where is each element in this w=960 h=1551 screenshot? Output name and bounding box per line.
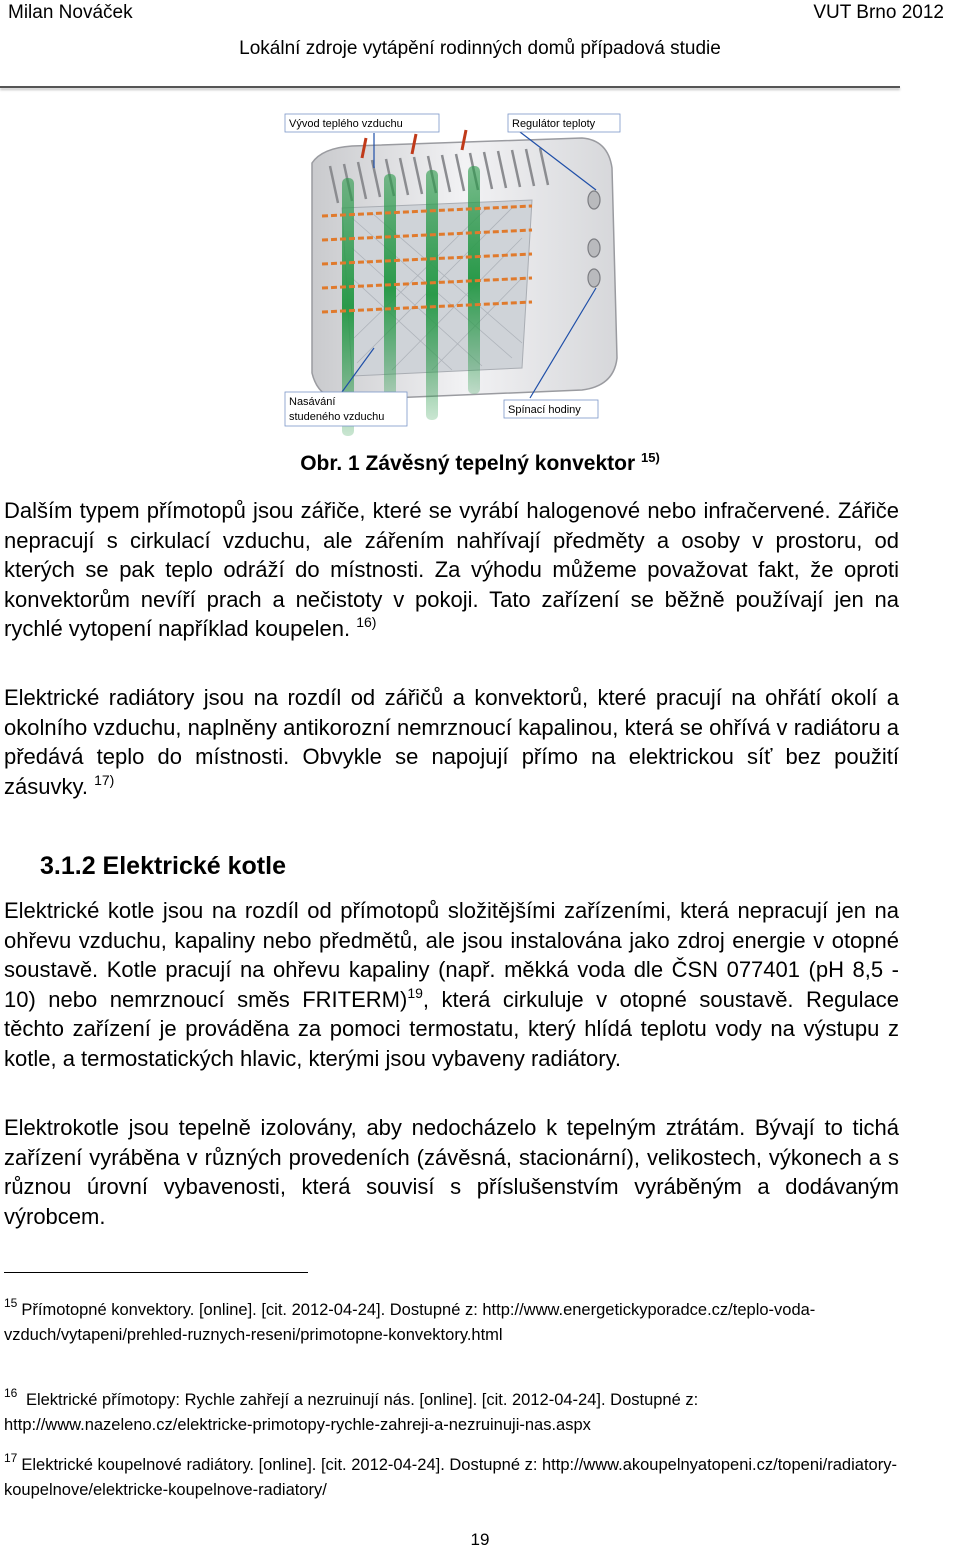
para1-text: Dalším typem přímotopů jsou zářiče, které se vyrábí halogenové nebo infračervené. Zářiče nepracují s cirkulací vzduchu, ale zářením nahřívají předměty a osoby v prostoru, od kterých se pak teplo odráží do místnosti. Za výhodu můžeme považovat fakt, že oproti konvektorům nevíří prach a nečistoty v pokoji. Tato zařízení se běžně používají jen na rychlé vytopení například koupelen. bbox=[4, 498, 899, 641]
footnote-17-text: Elektrické koupelnové radiátory. [online]. [cit. 2012-04-24]. Dostupné z: http://www.akoupelnyatopeni.cz/topeni/radiatory-koupelnove/elektricke-koupelnove-radiatory/ bbox=[4, 1456, 897, 1499]
paragraph-boilers bbox=[4, 896, 899, 1073]
para1-ref: 16) bbox=[356, 614, 377, 630]
paragraph-electric-boilers bbox=[4, 1113, 899, 1231]
paragraph-emitters bbox=[4, 496, 899, 644]
label-cold-air-intake-2: studeného vzduchu bbox=[289, 411, 385, 423]
figure-caption bbox=[0, 450, 960, 476]
footnote-15-text: Přímotopné konvektory. [online]. [cit. 2012-04-24]. Dostupné z: http://www.energetickyporadce.cz/teplo-voda-vzduch/vytapeni/prehled-ruznych-reseni/primotopne-konvektory.html bbox=[4, 1301, 816, 1344]
para4-text: Elektrokotle jsou tepelně izolovány, aby nedocházelo k tepelným ztrátám. Bývají to tichá zařízení vyráběna v různých provedeních (závěsná, stacionární), velikostech, výkonech a s různou úrovní vybavenosti, která souvisí s příslušenstvím vyráběným a dodávaným výrobcem. bbox=[4, 1115, 899, 1229]
header-subtitle: Lokální zdroje vytápění rodinných domů případová studie bbox=[239, 38, 721, 59]
footnote-16 bbox=[4, 1388, 904, 1437]
para3-text-before: Elektrické kotle jsou na rozdíl od přímotopů složitějšími zařízeními, která nepracují jen na ohřevu vzduchu, kapaliny nebo předmětů, ale jsou instalována jako zdroj energie v otopné soustavě. Kotle pracují na ohřevu kapaliny (např. měkká voda dle ČSN 077401 (pH 8,5 - 10) nebo nemrznoucí směs FRITERM) bbox=[4, 898, 899, 1012]
para3-ref: 19 bbox=[407, 984, 423, 1001]
para2-ref: 17) bbox=[94, 771, 115, 788]
page-number: 19 bbox=[470, 1530, 490, 1549]
footnote-15 bbox=[4, 1298, 904, 1347]
footnote-15-num: 15 bbox=[4, 1296, 18, 1310]
convector-figure bbox=[282, 108, 622, 438]
paragraph-radiators bbox=[4, 683, 899, 801]
label-warm-air-outlet: Vývod teplého vzduchu bbox=[289, 118, 403, 130]
header-rule bbox=[0, 86, 900, 88]
footnote-17 bbox=[4, 1453, 904, 1502]
label-cold-air-intake-1: Nasávání bbox=[289, 396, 336, 408]
footnote-16-num: 16 bbox=[4, 1386, 18, 1400]
footnote-17-num: 17 bbox=[4, 1451, 18, 1465]
para2-text: Elektrické radiátory jsou na rozdíl od zářičů a konvektorů, které pracují na ohřátí okolí a okolního vzduchu, naplněny antikorozní nemrznoucí kapalinou, která se ohřívá v radiátoru a předává teplo do místnosti. Obvykle se napojují přímo na elektrickou síť bez použití zásuvky. bbox=[4, 685, 899, 799]
caption-text: Obr. 1 Závěsný tepelný konvektor bbox=[300, 452, 636, 475]
caption-ref: 15) bbox=[641, 450, 660, 465]
label-temp-regulator: Regulátor teploty bbox=[512, 118, 596, 130]
para3-text-after: , která cirkuluje v otopné soustavě. Regulace těchto zařízení je prováděna za pomoci termostatu, který hlídá teplotu vody na výstupu z kotle, a termostatických hlavic, kterými jsou vybaveny radiátory. bbox=[4, 986, 899, 1071]
label-timer: Spínací hodiny bbox=[508, 404, 581, 416]
footnote-separator bbox=[4, 1272, 308, 1273]
header-author: Milan Nováček bbox=[8, 2, 133, 23]
header-institution: VUT Brno 2012 bbox=[813, 2, 944, 23]
footnote-16-text: Elektrické přímotopy: Rychle zahřejí a nezruinují nás. [online]. [cit. 2012-04-24]. Dostupné z: http://www.nazeleno.cz/elektricke-primotopy-rychle-zahreji-a-nezruinuji-nas.aspx bbox=[4, 1391, 699, 1434]
section-heading: 3.1.2 Elektrické kotle bbox=[40, 852, 286, 880]
